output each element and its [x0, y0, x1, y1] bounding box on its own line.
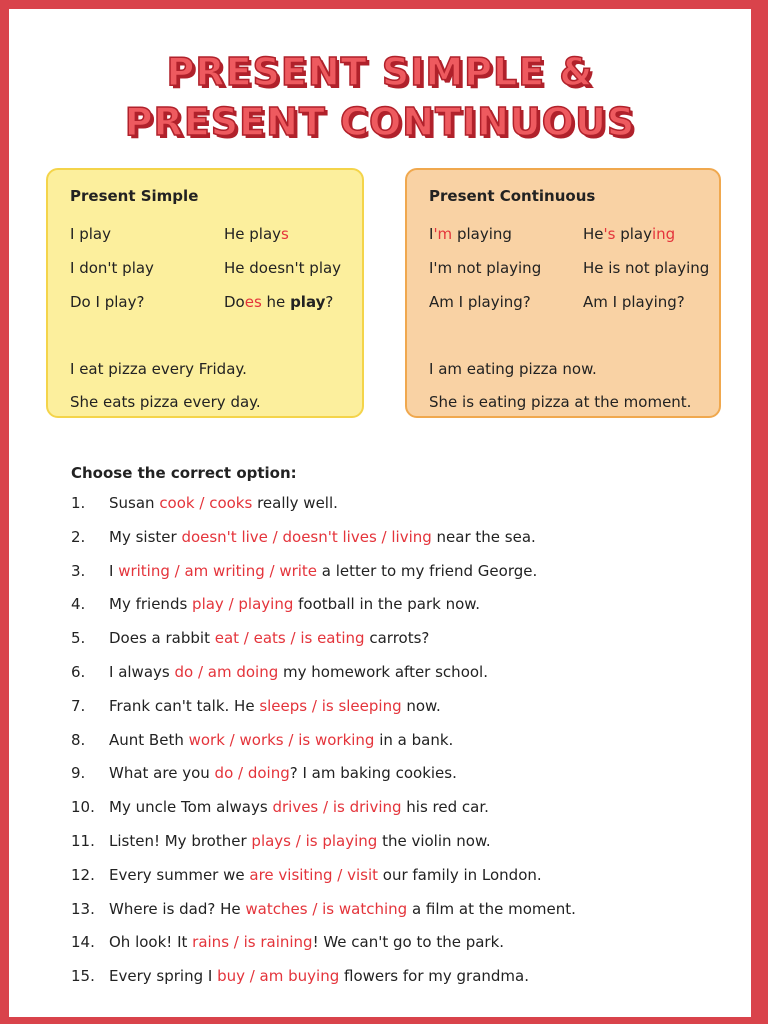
item-pre: Every spring I	[109, 967, 218, 986]
item-pre: Does a rabbit	[109, 629, 215, 648]
item-number: 14.	[71, 933, 95, 952]
he-play-suffix: s	[281, 225, 289, 243]
item-options[interactable]: doesn't live / doesn't lives / living	[181, 527, 432, 546]
does-do: Do	[224, 293, 245, 311]
item-sentence	[109, 960, 529, 994]
item-post: his red car.	[401, 798, 489, 817]
item-options[interactable]: buy / am buying	[217, 967, 340, 986]
hes-s: 's	[603, 225, 616, 243]
exercise-item	[71, 859, 731, 893]
exercise-item	[71, 487, 731, 521]
simple-example-2: She eats pizza every day.	[70, 393, 261, 411]
item-sentence	[109, 521, 536, 555]
hes-ing: ing	[652, 225, 676, 243]
item-post: our family in London.	[378, 865, 542, 884]
item-pre: My sister	[109, 527, 182, 546]
item-options[interactable]: plays / is playing	[251, 831, 378, 850]
item-number: 13.	[71, 899, 95, 918]
item-pre: I	[109, 561, 119, 580]
item-options[interactable]: writing / am writing / write	[118, 561, 318, 580]
item-sentence	[109, 825, 491, 859]
item-sentence	[109, 588, 480, 622]
item-pre: My friends	[109, 595, 193, 614]
cont-example-1: I am eating pizza now.	[429, 360, 597, 378]
exercise-item	[71, 825, 731, 859]
item-post: a film at the moment.	[407, 899, 576, 918]
item-pre: Oh look! It	[109, 933, 193, 952]
item-number: 6.	[71, 662, 86, 681]
item-options[interactable]: eat / eats / is eating	[214, 629, 365, 648]
simple-negative-i: I don't play	[70, 259, 154, 277]
simple-example-1: I eat pizza every Friday.	[70, 360, 247, 378]
item-options[interactable]: sleeps / is sleeping	[259, 696, 402, 715]
cont-example-2: She is eating pizza at the moment.	[429, 393, 692, 411]
exercise-section	[71, 459, 731, 994]
item-sentence	[109, 690, 441, 724]
item-sentence	[109, 926, 504, 960]
present-continuous-box	[405, 168, 721, 418]
worksheet-page	[9, 9, 751, 1017]
he-play-base: He play	[224, 225, 282, 243]
item-pre: Where is dad? He	[109, 899, 246, 918]
item-post: really well.	[252, 494, 338, 512]
item-sentence	[109, 622, 429, 656]
item-post: flowers for my grandma.	[339, 967, 530, 986]
item-pre: My uncle Tom always	[109, 798, 273, 817]
exercise-item	[71, 926, 731, 960]
does-play: play	[290, 293, 326, 311]
item-number: 15.	[71, 967, 95, 986]
item-number: 1.	[71, 494, 86, 512]
item-options[interactable]: watches / is watching	[245, 899, 408, 918]
simple-negative-he: He doesn't play	[224, 259, 342, 277]
item-number: 7.	[71, 696, 86, 715]
item-pre: Listen! My brother	[109, 831, 252, 850]
exercise-item	[71, 960, 731, 994]
exercise-heading: Choose the correct option:	[71, 464, 297, 482]
im-playing: playing	[452, 225, 512, 243]
item-sentence	[109, 791, 489, 825]
item-post: a letter to my friend George.	[317, 561, 538, 580]
cont-negative-he: He is not playing	[583, 259, 710, 277]
hes-play: play	[615, 225, 652, 243]
item-sentence	[109, 656, 488, 690]
exercise-item	[71, 555, 731, 589]
exercise-item	[71, 690, 731, 724]
hes-he: He	[583, 225, 604, 243]
item-options[interactable]: cook / cooks	[159, 494, 253, 512]
item-sentence	[109, 724, 453, 758]
cont-question-he: Am I playing?	[583, 293, 685, 311]
item-post: ! We can't go to the park.	[312, 933, 505, 952]
item-pre: What are you	[109, 764, 215, 783]
cont-affirmative-he	[583, 225, 675, 243]
item-sentence	[109, 893, 576, 927]
exercise-item	[71, 656, 731, 690]
item-number: 12.	[71, 865, 95, 884]
item-post: football in the park now.	[293, 595, 480, 614]
item-pre: Frank can't talk. He	[109, 696, 260, 715]
simple-affirmative-he	[224, 225, 289, 243]
item-sentence	[109, 555, 537, 589]
item-pre: Aunt Beth	[109, 730, 189, 749]
present-continuous-heading: Present Continuous	[429, 187, 596, 205]
item-post: near the sea.	[431, 527, 536, 546]
cont-question-i: Am I playing?	[429, 293, 531, 311]
item-post: in a bank.	[374, 730, 454, 749]
item-post: my homework after school.	[278, 662, 488, 681]
present-simple-box	[46, 168, 364, 418]
item-number: 4.	[71, 595, 86, 614]
exercise-item	[71, 521, 731, 555]
item-number: 8.	[71, 730, 86, 749]
exercise-item	[71, 791, 731, 825]
title-line-2: PRESENT CONTINUOUS	[124, 100, 636, 144]
item-number: 9.	[71, 764, 86, 783]
item-post: now.	[401, 696, 441, 715]
item-post: carrots?	[364, 629, 430, 648]
simple-affirmative-i: I play	[70, 225, 111, 243]
item-post: the violin now.	[377, 831, 491, 850]
page-title	[9, 47, 751, 147]
item-pre: Susan	[109, 494, 160, 512]
im-m: 'm	[433, 225, 453, 243]
item-pre: I always	[109, 662, 175, 681]
item-options[interactable]: rains / is raining	[192, 933, 313, 952]
im-i: I	[429, 225, 434, 243]
item-sentence	[109, 859, 542, 893]
item-options[interactable]: do / doing	[214, 764, 290, 783]
does-he: he	[261, 293, 291, 311]
item-pre: Every summer we	[109, 865, 250, 884]
item-options[interactable]: drives / is driving	[272, 798, 402, 817]
item-options[interactable]: do / am doing	[174, 662, 279, 681]
item-sentence	[109, 487, 338, 521]
exercise-item	[71, 893, 731, 927]
exercise-item	[71, 724, 731, 758]
item-options[interactable]: play / playing	[192, 595, 294, 614]
exercise-item	[71, 622, 731, 656]
does-es: es	[244, 293, 262, 311]
item-post: ? I am baking cookies.	[289, 764, 457, 783]
exercise-item	[71, 588, 731, 622]
does-q: ?	[325, 293, 334, 311]
item-number: 2.	[71, 527, 86, 546]
cont-affirmative-i	[429, 225, 512, 243]
item-options[interactable]: are visiting / visit	[249, 865, 379, 884]
item-number: 5.	[71, 629, 86, 648]
cont-negative-i: I'm not playing	[429, 259, 542, 277]
title-line-1: PRESENT SIMPLE &	[166, 50, 594, 94]
simple-question-i: Do I play?	[70, 293, 145, 311]
exercise-list	[71, 487, 731, 994]
item-options[interactable]: work / works / is working	[188, 730, 375, 749]
item-sentence	[109, 757, 457, 791]
item-number: 10.	[71, 798, 95, 817]
exercise-item	[71, 757, 731, 791]
present-simple-heading: Present Simple	[70, 187, 199, 205]
item-number: 3.	[71, 561, 86, 580]
item-number: 11.	[71, 831, 95, 850]
simple-question-he	[224, 293, 333, 311]
